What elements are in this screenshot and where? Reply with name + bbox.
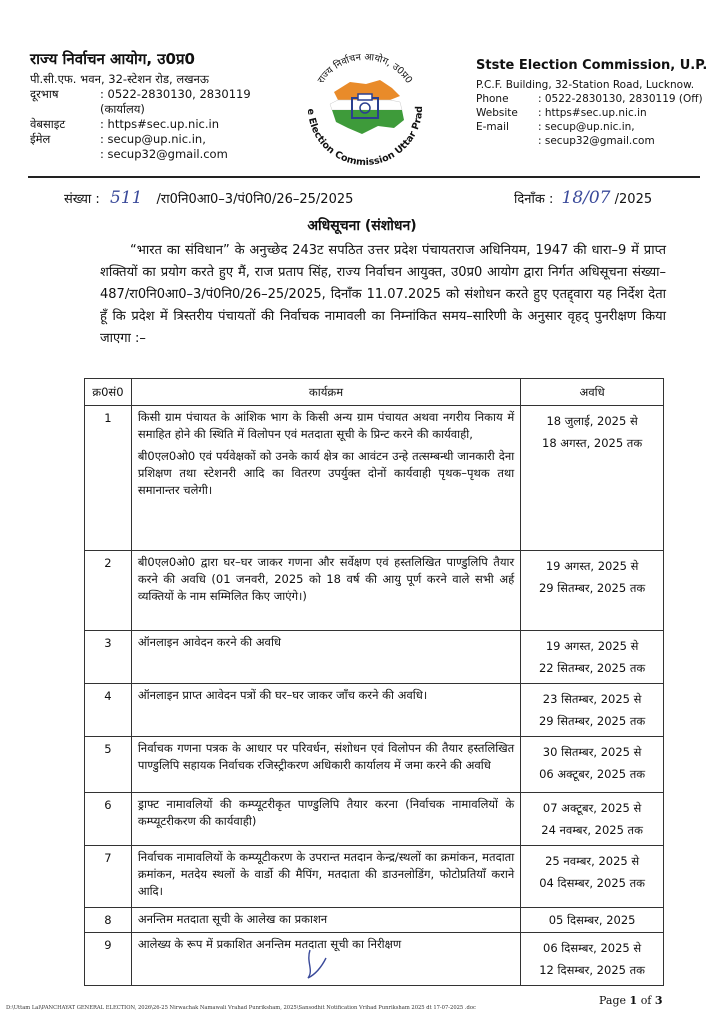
logo-top-text: राज्य निर्वाचन आयोग, उ0प्र0 — [315, 51, 415, 86]
row-activity — [131, 793, 520, 846]
activity-text: अनन्तिम मतदाता सूची के आलेख का प्रकाशन — [137, 912, 328, 926]
period-from: 06 दिसम्बर, 2025 से — [543, 941, 642, 955]
table-row — [85, 406, 664, 551]
period-from: 25 नवम्बर, 2025 से — [545, 854, 640, 868]
activity-text: निर्वाचक गणना पत्रक के आधार पर परिवर्धन, संशोधन एवं विलोपन की तैयार हस्तलिखित पाण्डुलिपि सहायक निर्वाचक रजिस्ट्रीकरण अधिकारी कार्यालय में जमा करने की अवधि — [137, 741, 515, 772]
row-activity — [131, 908, 520, 933]
period-to: 24 नवम्बर, 2025 तक — [541, 823, 643, 837]
row-serial: 1 — [85, 406, 132, 551]
table-row — [85, 551, 664, 631]
table-row — [85, 737, 664, 793]
date-label: दिनाँक : — [514, 192, 554, 207]
svg-text:राज्य निर्वाचन आयोग, उ0प्र0 — [316, 52, 415, 86]
period-from: 05 दिसम्बर, 2025 — [548, 913, 636, 927]
header-hindi-block — [30, 48, 280, 162]
activity-text: आलेख्य के रूप में प्रकाशित अनन्तिम मतदाता सूची का निरीक्षण — [137, 937, 402, 951]
address-hindi: पी.सी.एफ. भवन, 32-स्टेशन रोड, लखनऊ — [30, 72, 209, 86]
date-year: /2025 — [614, 192, 653, 207]
table-row — [85, 631, 664, 684]
email2-row-english — [476, 134, 716, 148]
header-period: अवधि — [521, 379, 664, 406]
table-header-row — [85, 379, 664, 406]
period-to: 18 अगस्त, 2025 तक — [542, 436, 643, 450]
header-english-block — [476, 56, 716, 148]
period-to: 22 सितम्बर, 2025 तक — [538, 661, 646, 675]
period-to: 29 सितम्बर, 2025 तक — [538, 581, 646, 595]
row-activity — [131, 684, 520, 737]
address-english: P.C.F. Building, 32-Station Road, Lucknow. — [476, 79, 695, 91]
email-value-2: : secup32@gmail.com — [100, 147, 228, 161]
phone-value: : 0522-2830130, 2830119 (कार्यालय) — [100, 87, 251, 116]
row-serial: 8 — [85, 908, 132, 933]
activity-text: ऑनलाइन आवेदन करने की अवधि — [137, 635, 281, 649]
notification-title: अधिसूचना (संशोधन) — [307, 218, 417, 234]
org-name-english: Stste Election Commission, U.P. — [476, 58, 708, 73]
header-serial: क्र0सं0 — [85, 379, 132, 406]
period-to: 04 दिसम्बर, 2025 तक — [539, 876, 645, 890]
table-row — [85, 684, 664, 737]
page-of: of — [640, 994, 652, 1007]
table-row — [85, 933, 664, 986]
website-row-english — [476, 106, 716, 120]
reference-number — [64, 188, 353, 208]
period-from: 30 सितम्बर, 2025 से — [542, 745, 642, 759]
row-serial: 2 — [85, 551, 132, 631]
website-value-en: : https#sec.up.nic.in — [538, 107, 647, 119]
period-from: 18 जुलाई, 2025 से — [546, 414, 638, 428]
email-row-hindi — [30, 132, 280, 147]
reference-date — [514, 188, 652, 208]
website-label-en: Website — [476, 107, 518, 119]
row-serial: 3 — [85, 631, 132, 684]
row-period — [521, 406, 664, 551]
email-value-en: : secup@up.nic.in, — [538, 121, 635, 133]
header-divider — [28, 176, 700, 178]
page-current: 1 — [629, 994, 638, 1007]
row-activity — [131, 551, 520, 631]
row-serial: 9 — [85, 933, 132, 986]
row-activity — [131, 846, 520, 908]
period-from: 19 अगस्त, 2025 से — [545, 559, 639, 573]
page-total: 3 — [654, 994, 663, 1007]
row-serial: 7 — [85, 846, 132, 908]
activity-text-2: बी0एल0ओ0 एवं पर्यवेक्षकों को उनके कार्य क्षेत्र का आवंटन उन्हे तत्सम्बन्धी जानकारी देना प्रशिक्षण तथा स्टेशनरी आदि का वितरण उपर्युक्त दोनों कार्यवाही पृथक–पृथक तथा समानान्तर चलेगी। — [137, 449, 515, 497]
logo-bottom-text: e Election Commission Uttar Prad — [304, 105, 426, 169]
email-row-english — [476, 120, 716, 134]
signature — [300, 944, 340, 984]
activity-text: ड्राफ्ट नामावलियों की कम्प्यूटरीकृत पाण्डुलिपि तैयार करना (निर्वाचक नामावलियों के कम्प्यूटरीकरण की कार्यवाही) — [137, 797, 515, 828]
page-indicator — [599, 994, 663, 1007]
number-rest: /रा0नि0आ0–3/पं0नि0/26–25/2025 — [156, 192, 354, 207]
email2-row-hindi — [30, 147, 280, 162]
row-period — [521, 933, 664, 986]
row-activity — [131, 406, 520, 551]
website-row-hindi — [30, 117, 280, 132]
phone-label-en: Phone — [476, 93, 509, 105]
period-to: 29 सितम्बर, 2025 तक — [538, 714, 646, 728]
row-period — [521, 908, 664, 933]
phone-row-english — [476, 92, 716, 106]
number-handwritten: 511 — [109, 188, 143, 208]
table-row — [85, 908, 664, 933]
file-path-footer: D:\Uttam Lal\PANCHAYAT GENERAL ELECTION, 2026\26-25 Nirwachak Namawali Vrahad Punriksham, 2025\Sansodhit Notification Vrihad Punriksham 2025 dt 17-07-2025 .doc — [6, 1005, 476, 1011]
email-value: : secup@up.nic.in, — [100, 132, 206, 146]
row-period — [521, 551, 664, 631]
period-from: 07 अक्टूबर, 2025 से — [542, 801, 642, 815]
row-activity — [131, 737, 520, 793]
period-from: 23 सितम्बर, 2025 से — [542, 692, 642, 706]
logo-emblem-icon — [288, 30, 442, 184]
activity-text: निर्वाचक नामावलियों के कम्प्यूटीकरण के उपरान्त मतदान केन्द्र/स्थलों का क्रमांकन, मतदाता क्रमांकन, मतदेय स्थलों के वार्डो की मैपिंग, मतदाता की डाउनलोडिंग, फोटोप्रतियाँ कराने आदि। — [137, 850, 515, 898]
email-value-en-2: : secup32@gmail.com — [538, 135, 655, 147]
number-label: संख्या : — [64, 192, 100, 207]
row-period — [521, 684, 664, 737]
phone-row-hindi — [30, 87, 280, 117]
table-row — [85, 793, 664, 846]
period-from: 19 अगस्त, 2025 से — [545, 639, 639, 653]
website-label: वेबसाइट — [30, 117, 66, 131]
signature-mark-icon — [300, 944, 340, 984]
date-handwritten: 18/07 — [561, 188, 611, 208]
page-label: Page — [599, 994, 627, 1007]
row-period — [521, 737, 664, 793]
row-period — [521, 846, 664, 908]
phone-label: दूरभाष — [30, 87, 59, 101]
commission-logo — [288, 30, 442, 184]
row-activity — [131, 631, 520, 684]
org-name-hindi: राज्य निर्वाचन आयोग, उ0प्र0 — [30, 50, 195, 68]
email-label: ईमेल — [30, 132, 51, 146]
activity-text: किसी ग्राम पंचायत के आंशिक भाग के किसी अन्य ग्राम पंचायत अथवा नगरीय निकाय में समाहित होने की स्थिति में विलोपन एवं मतदाता सूची के प्रिन्ट करने की कार्यवाही, — [137, 410, 515, 441]
table-row — [85, 846, 664, 908]
row-period — [521, 793, 664, 846]
period-to: 12 दिसम्बर, 2025 तक — [539, 963, 645, 977]
website-value: : https#sec.up.nic.in — [100, 117, 219, 131]
phone-value-en: : 0522-2830130, 2830119 (Off) — [538, 93, 703, 105]
period-to: 06 अक्टूबर, 2025 तक — [539, 767, 646, 781]
schedule-table — [84, 378, 664, 986]
activity-text: बी0एल0ओ0 द्वारा घर–घर जाकर गणना और सर्वेक्षण एवं हस्तलिखित पाण्डुलिपि तैयार करने की अवधि (01 जनवरी, 2025 को 18 वर्ष की आयु पूर्ण करने वाले सभी अर्ह व्यक्तियों के नाम सम्मिलित किए जाएंगे।) — [137, 555, 515, 603]
activity-text: ऑनलाइन प्राप्त आवेदन पत्रों की घर–घर जाकर जाँच करने की अवधि। — [137, 688, 428, 702]
row-serial: 4 — [85, 684, 132, 737]
row-serial: 6 — [85, 793, 132, 846]
header-programme: कार्यक्रम — [131, 379, 520, 406]
row-serial: 5 — [85, 737, 132, 793]
email-label-en: E-mail — [476, 121, 509, 133]
notification-paragraph: “भारत का संविधान” के अनुच्छेद 243ट सपठित उत्तर प्रदेश पंचायतराज अधिनियम, 1947 की धारा–9 में प्राप्त शक्तियों का प्रयोग करते हुए मैं, राज प्रताप सिंह, राज्य निर्वाचन आयुक्त, उ0प्र0 आयोग द्वारा निर्गत अधिसूचना संख्या–487/रा0नि0आ0–3/पं0नि0/26–25/2025, दिनाँक 11.07.2025 को संशोधन करते हुए एतद्द्वारा यह निर्देश देता हूँ कि प्रदेश में त्रिस्तरीय पंचायतों की निर्वाचक नामावली का निम्नांकित समय–सारिणी के अनुसार वृहद् पुनरीक्षण किया जाएगा :– — [100, 243, 666, 346]
row-period — [521, 631, 664, 684]
